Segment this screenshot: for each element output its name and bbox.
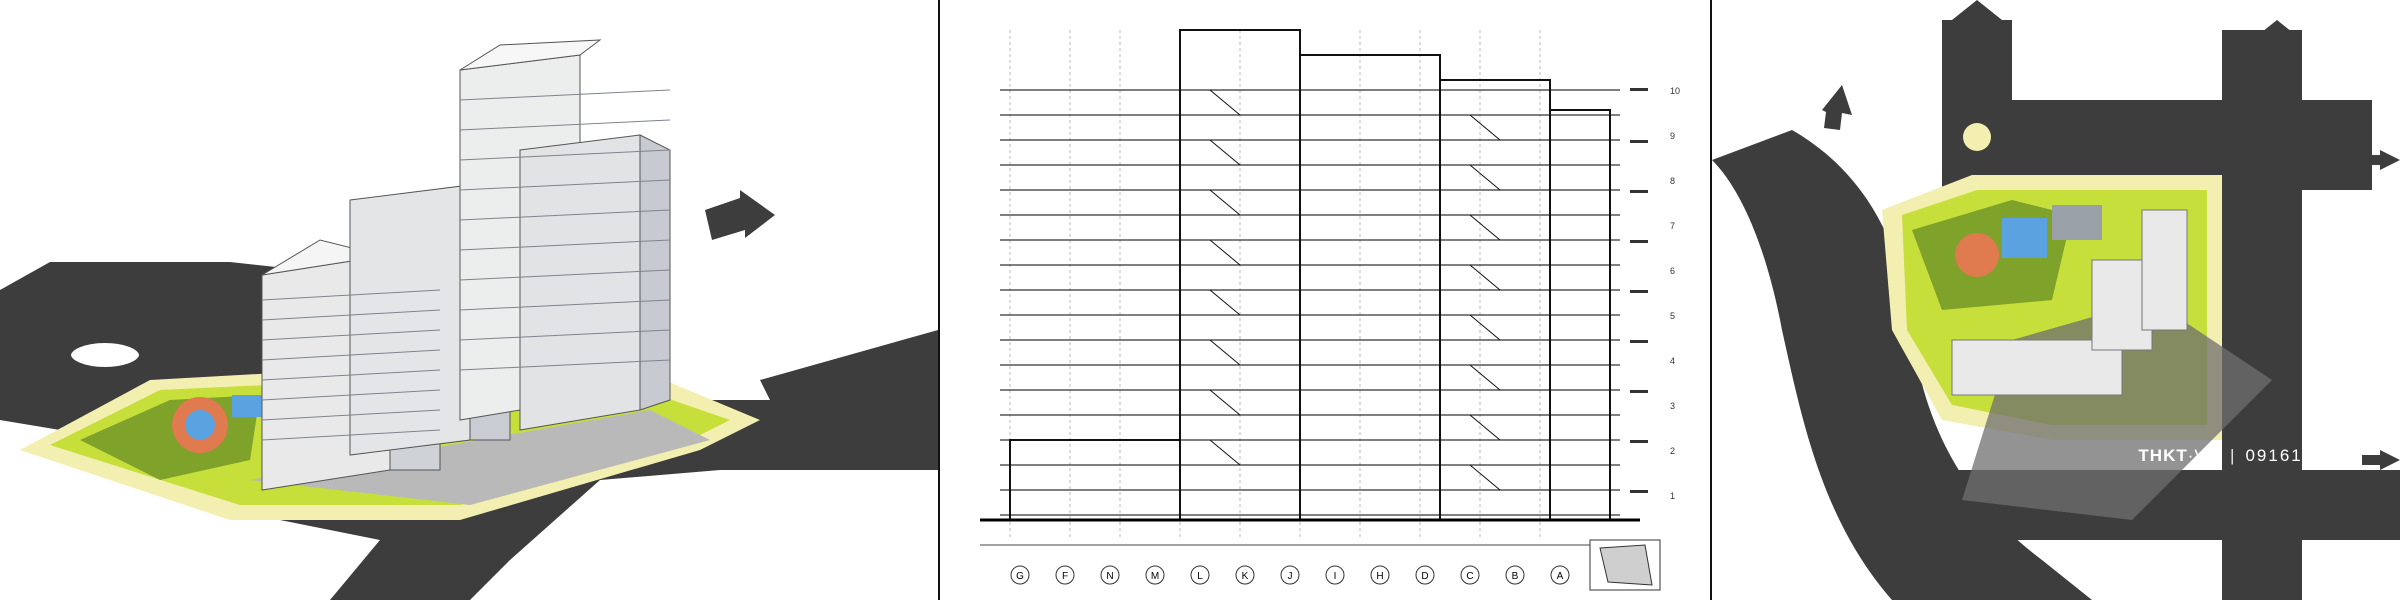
level-label: 10: [1670, 86, 1681, 96]
garden-circle: [1955, 233, 1999, 277]
grid-bubble-label: J: [1287, 571, 1293, 582]
grid-bubble-label: H: [1376, 571, 1384, 582]
brand-watermark: [2138, 446, 2360, 466]
site-plan-drawing: [1712, 0, 2400, 600]
building-block-east: [2142, 210, 2187, 330]
level-label: 5: [1670, 311, 1676, 321]
grid-bubble-label: L: [1197, 571, 1203, 582]
axonometric-drawing: [0, 0, 938, 600]
brand-dot: ·: [2187, 446, 2195, 465]
level-label: 6: [1670, 266, 1676, 276]
brand-name: THKT: [2138, 446, 2188, 465]
garden-fountain: [185, 410, 215, 440]
brand-phone: 0916172173: [2245, 446, 2360, 465]
brand-separator: |: [2230, 446, 2236, 465]
section-drawing: [940, 0, 1710, 600]
level-label: 1: [1670, 491, 1676, 501]
grid-bubble-label: D: [1421, 571, 1429, 582]
grid-bubble-label: G: [1016, 571, 1024, 582]
grid-bubble-label: N: [1106, 571, 1114, 582]
level-label: 8: [1670, 176, 1676, 186]
grid-bubbles: [1011, 86, 1680, 584]
grid-bubble-label: A: [1556, 571, 1564, 582]
grid-bubble-label: C: [1466, 571, 1474, 582]
key-plan: [1590, 540, 1660, 590]
grid-bubble-label: B: [1511, 571, 1519, 582]
level-label: 4: [1670, 356, 1676, 366]
axonometric-view-panel: [0, 0, 938, 600]
direction-arrow: [705, 190, 775, 240]
level-markers: [1630, 88, 1648, 493]
grid-bubble-label: M: [1150, 571, 1160, 582]
grid-bubble-label: I: [1333, 571, 1337, 582]
level-label: 3: [1670, 401, 1676, 411]
grid-bubble-label: F: [1061, 571, 1069, 582]
section-gridlines: [1010, 30, 1540, 540]
brand-suffix: VN: [2194, 446, 2221, 465]
pavilion: [2052, 205, 2102, 240]
pool: [2002, 218, 2047, 258]
roundabout: [67, 339, 143, 371]
site-plan-panel: [1712, 0, 2400, 600]
roundabout-island: [1963, 123, 1991, 151]
building-section-panel: [940, 0, 1710, 600]
section-outline: [1010, 30, 1610, 520]
level-label: 9: [1670, 131, 1676, 141]
grid-bubble-label: K: [1241, 571, 1249, 582]
pool: [232, 395, 264, 417]
level-label: 2: [1670, 446, 1676, 456]
level-label: 7: [1670, 221, 1676, 231]
floor-levels: [1000, 90, 1620, 515]
